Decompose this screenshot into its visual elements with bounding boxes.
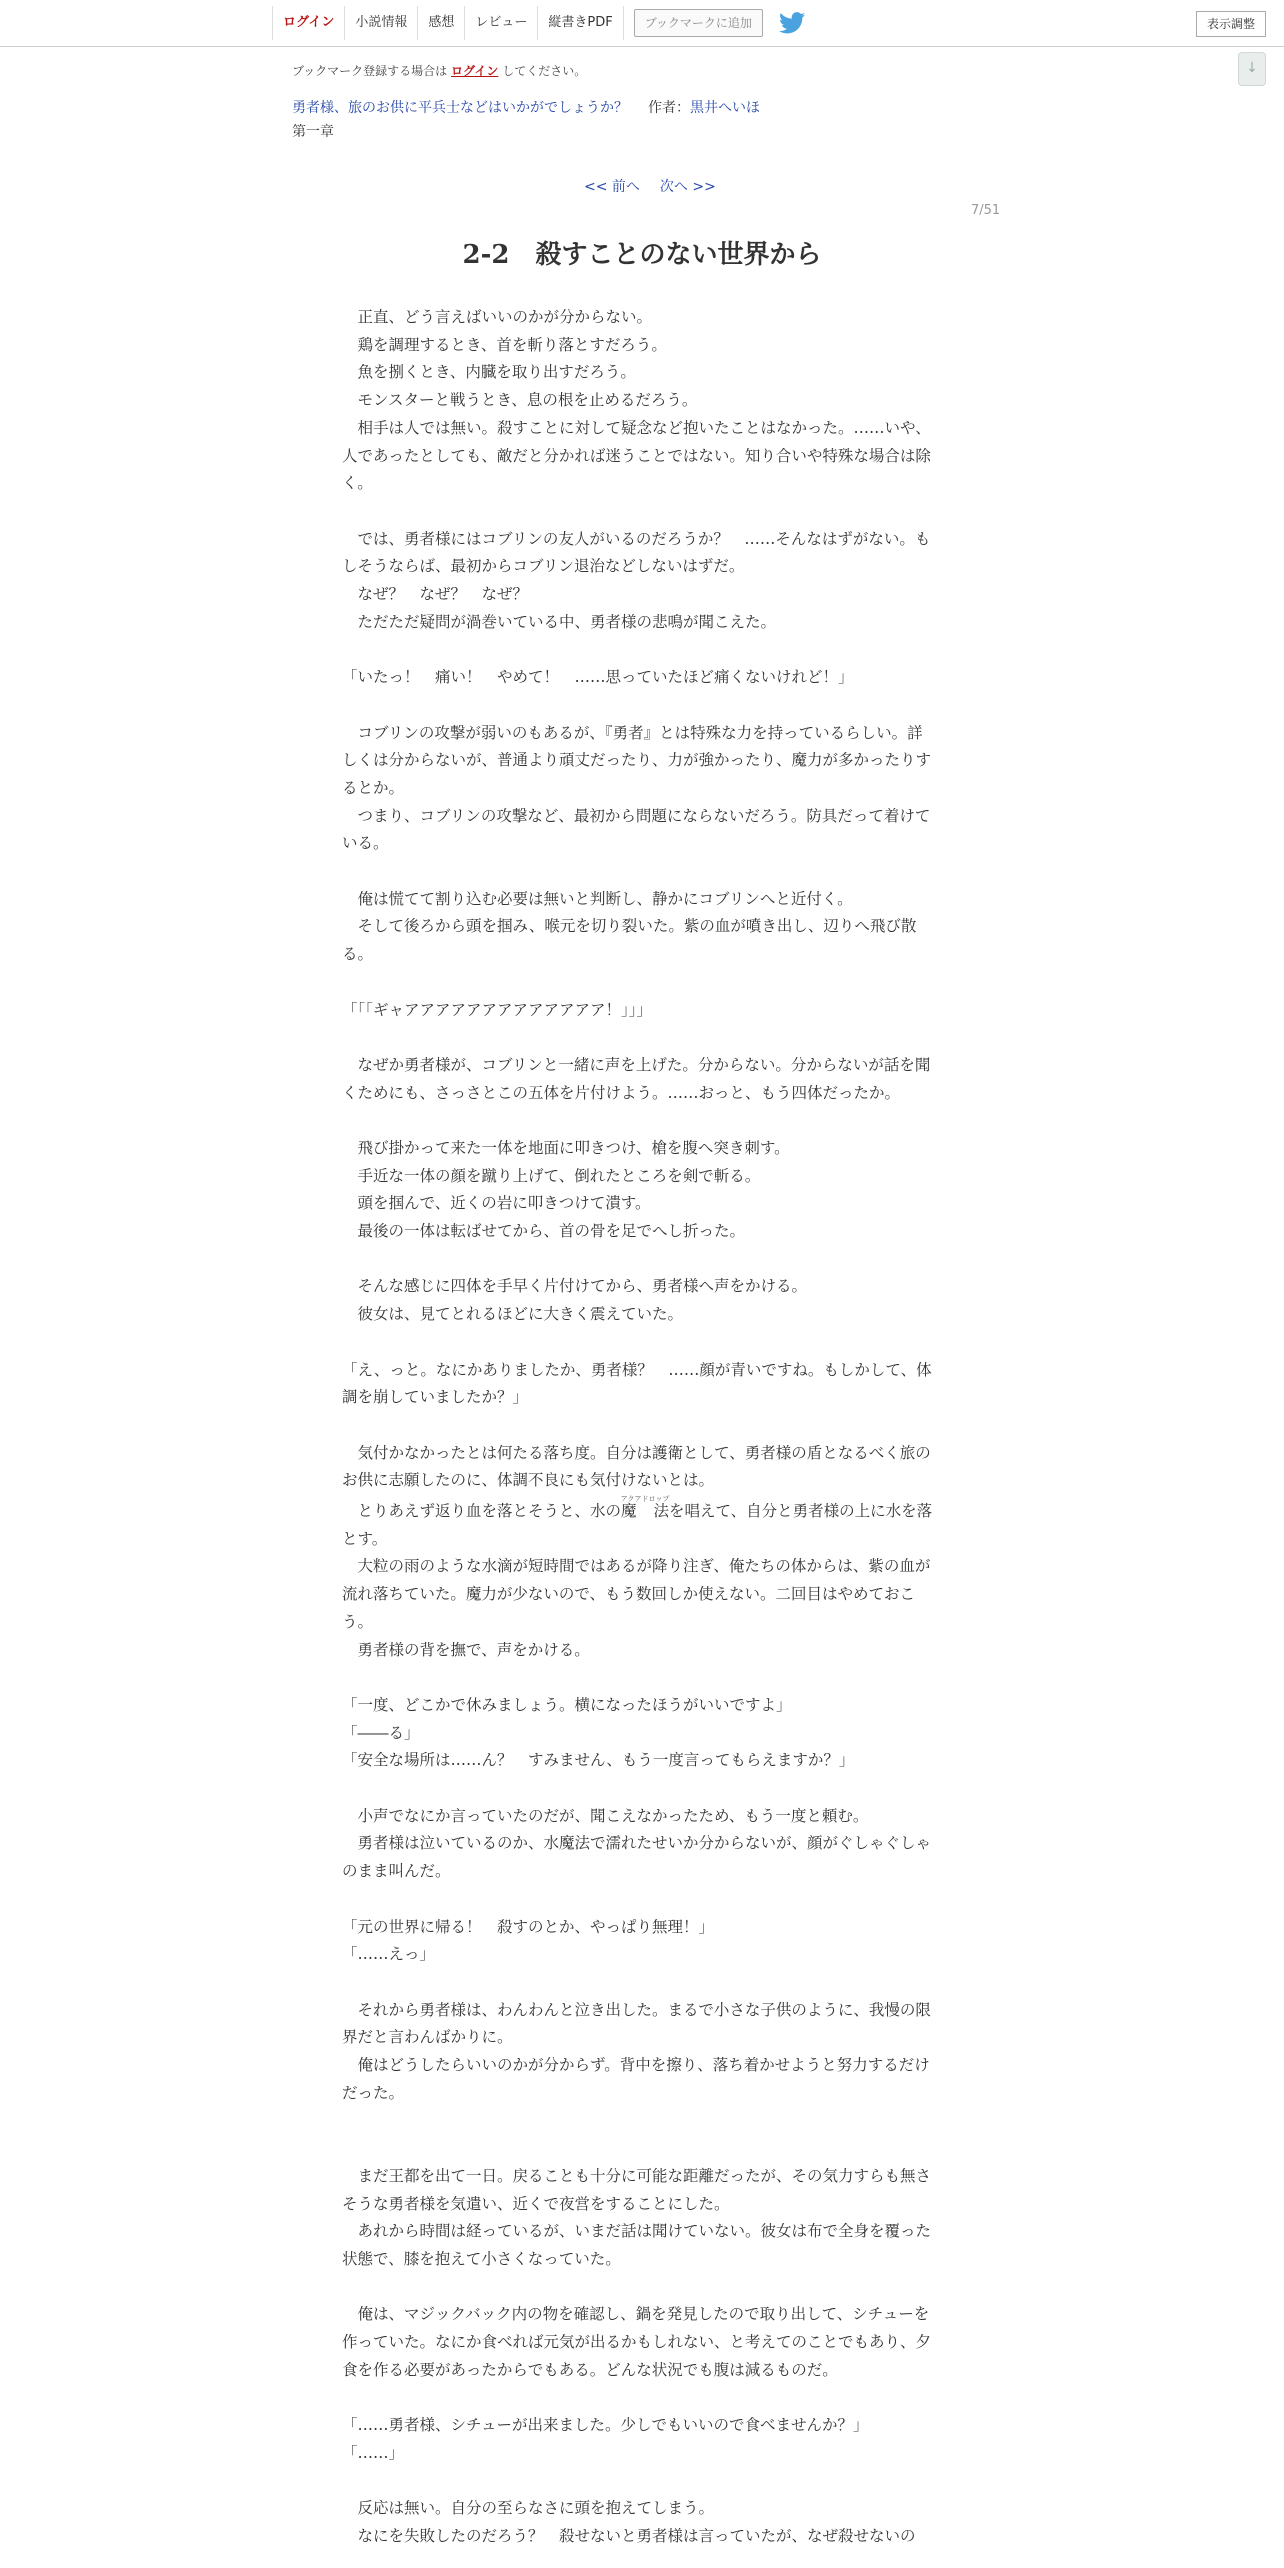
prev-link[interactable]: << 前へ xyxy=(584,179,640,195)
login-notice xyxy=(292,62,586,79)
body-paragraph: あれから時間は経っているが、いまだ話は聞けていない。彼女は布で全身を覆った状態で、膝を抱えて小さくなっていた。 xyxy=(342,2222,932,2268)
blank-line xyxy=(342,2384,936,2412)
main-nav xyxy=(272,6,805,40)
body-paragraph: 「一度、どこかで休みましょう。横になったほうがいいですよ」 xyxy=(342,1695,792,1714)
novel-body xyxy=(342,304,936,2551)
body-paragraph: 俺は、マジックバック内の物を確認し、鍋を発見したので取り出して、シチューを作っていた。なにか食べれば元気が出るかもしれない、と考えてのことでもあり、夕食を作る必要があったからでもある。どんな状況でも腹は減るものだ。 xyxy=(342,2305,932,2379)
blank-line xyxy=(342,2107,936,2135)
work-info xyxy=(292,97,760,117)
chapter-title: 第一章 xyxy=(292,124,334,140)
body-paragraph: 頭を掴んで、近くの岩に叩きつけて潰す。 xyxy=(342,1194,651,1213)
blank-line xyxy=(342,1886,936,1914)
blank-line xyxy=(342,498,936,526)
blank-line xyxy=(342,2468,936,2496)
body-paragraph: 「元の世界に帰る！ 殺すのとか、やっぱり無理！」 xyxy=(342,1917,715,1936)
next-link[interactable]: 次へ >> xyxy=(659,179,716,195)
body-paragraph: 勇者様の背を撫で、声をかける。 xyxy=(342,1640,590,1659)
nav-impressions[interactable]: 感想 xyxy=(418,6,465,40)
body-paragraph: 俺はどうしたらいいのかが分からず。背中を擦り、落ち着かせようと努力するだけだった。 xyxy=(342,2056,930,2102)
blank-line xyxy=(342,1107,936,1135)
body-paragraph: 気付かなかったとは何たる落ち度。自分は護衛として、勇者様の盾となるべく旅のお供に志願したのに、体調不良にも気付けないとは。 xyxy=(342,1443,931,1490)
blank-line xyxy=(342,858,936,886)
body-paragraph: 「え、っと。なにかありましたか、勇者様？ ……顔が青いですね。もしかして、体調を崩していましたか？」 xyxy=(342,1360,932,1407)
add-bookmark-button[interactable]: ブックマークに追加 xyxy=(634,9,763,37)
blank-line xyxy=(342,2135,936,2163)
nav-novel-info[interactable]: 小説情報 xyxy=(345,6,418,40)
body-paragraph: つまり、コブリンの攻撃など、最初から問題にならないだろう。防具だって着けている。 xyxy=(342,806,931,853)
scroll-down-button[interactable]: ↓ xyxy=(1238,52,1266,86)
author-link[interactable]: 黒井へいほ xyxy=(690,100,760,116)
episode-title: 2-2 殺すことのない世界から xyxy=(462,240,822,270)
top-bar xyxy=(0,0,1284,47)
display-settings-button[interactable]: 表示調整 xyxy=(1196,11,1266,37)
body-paragraph: そんな感じに四体を手早く片付けてから、勇者様へ声をかける。 xyxy=(342,1277,808,1296)
body-paragraph: 相手は人では無い。殺すことに対して疑念など抱いたことはなかった。……いや、人であったとしても、敵だと分かれば迷うことではない。知り合いや特殊な場合は除く。 xyxy=(342,418,931,493)
ruby-line-after: を唱えて、自分と勇者様の上に水を落とす。 xyxy=(342,1502,933,1548)
body-paragraph: まだ王都を出て一日。戻ることも十分に可能な距離だったが、その気力すらも無さそうな勇者様を気遣い、近くで夜営をすることにした。 xyxy=(342,2166,932,2213)
body-paragraph: 「――る」 xyxy=(342,1723,420,1742)
body-paragraph: 魚を捌くとき、内臓を取り出すだろう。 xyxy=(342,363,636,382)
author-label: 作者： xyxy=(648,100,690,116)
body-paragraph: 手近な一体の顔を蹴り上げて、倒れたところを剣で斬る。 xyxy=(342,1166,761,1185)
body-paragraph: 「……」 xyxy=(342,2443,405,2462)
body-paragraph: それから勇者様は、わんわんと泣き出した。まるで小さな子供のように、我慢の限界だと言わんばかりに。 xyxy=(342,2000,931,2047)
blank-line xyxy=(342,1412,936,1440)
nav-login[interactable]: ログイン xyxy=(272,6,345,40)
login-notice-text-before: ブックマーク登録する場合は xyxy=(292,64,448,78)
blank-line xyxy=(342,1329,936,1357)
blank-line xyxy=(342,1969,936,1997)
twitter-bird-icon[interactable] xyxy=(779,12,805,34)
work-title-link[interactable]: 勇者様、旅のお供に平兵士などはいかがでしょうか？ xyxy=(292,100,628,116)
body-paragraph: 反応は無い。自分の至らなさに頭を抱えてしまう。 xyxy=(342,2499,715,2518)
body-paragraph: 最後の一体は転ばせてから、首の骨を足でへし折った。 xyxy=(342,1222,746,1241)
body-paragraph: 俺は慌てて割り込む必要は無いと判断し、静かにコブリンへと近付く。 xyxy=(342,889,853,908)
body-paragraph: ただただ疑問が渦巻いている中、勇者様の悲鳴が聞こえた。 xyxy=(342,612,777,631)
blank-line xyxy=(342,1246,936,1274)
login-notice-text-after: してください。 xyxy=(502,64,587,78)
body-paragraph: なぜ？ なぜ？ なぜ？ xyxy=(342,585,529,604)
body-paragraph: 「「「ギャアアアアアアアアアアアアア！」」」 xyxy=(342,1000,653,1019)
blank-line xyxy=(342,1775,936,1803)
body-paragraph: 「いたっ！ 痛い！ やめて！ ……思っていたほど痛くないけれど！」 xyxy=(342,668,854,687)
body-paragraph: では、勇者様にはコブリンの友人がいるのだろうか？ ……そんなはずがない。もしそうならば、最初からコブリン退治などしないはずだ。 xyxy=(342,529,931,576)
blank-line xyxy=(342,1024,936,1052)
body-paragraph: モンスターと戦うとき、息の根を止めるだろう。 xyxy=(342,391,698,410)
login-link[interactable]: ログイン xyxy=(451,64,499,78)
blank-line xyxy=(342,692,936,720)
body-paragraph: 「……勇者様、シチューが出来ました。少しでもいいので食べませんか？」 xyxy=(342,2416,869,2435)
body-paragraph-ruby xyxy=(342,1495,936,1553)
blank-line xyxy=(342,1664,936,1692)
ruby-reading: アクアドロップ xyxy=(620,1495,670,1504)
body-paragraph: 大粒の雨のような水滴が短時間ではあるが降り注ぎ、俺たちの体からは、紫の血が流れ落ちていた。魔力が少ないので、もう数回しか使えない。二回目はやめておこう。 xyxy=(342,1557,931,1631)
body-paragraph: 勇者様は泣いているのか、水魔法で濡れたせいか分からないが、顔がぐしゃぐしゃのまま叫んだ。 xyxy=(342,1834,932,1881)
body-paragraph: 小声でなにか言っていたのだが、聞こえなかったため、もう一度と頼む。 xyxy=(342,1806,869,1825)
body-paragraph: そして後ろから頭を掴み、喉元を切り裂いた。紫の血が噴き出し、辺りへ飛び散る。 xyxy=(342,917,917,964)
body-paragraph: なにを失敗したのだろう？ 殺せないと勇者様は言っていたが、なぜ殺せないの xyxy=(342,2526,916,2545)
episode-pager xyxy=(584,176,716,196)
body-paragraph: 正直、どう言えばいいのかが分からない。 xyxy=(342,308,653,326)
body-paragraph: 「……えっ」 xyxy=(342,1945,436,1964)
body-paragraph: 「安全な場所は……ん？ すみません、もう一度言ってもらえますか？」 xyxy=(342,1751,855,1770)
body-paragraph: 飛び掛かって来た一体を地面に叩きつけ、槍を腹へ突き刺す。 xyxy=(342,1138,790,1157)
nav-review[interactable]: レビュー xyxy=(465,6,538,40)
blank-line xyxy=(342,2274,936,2302)
body-paragraph: なぜか勇者様が、コブリンと一緒に声を上げた。分からない。分からないが話を聞くためにも、さっさとこの五体を片付けよう。……おっと、もう四体だったか。 xyxy=(342,1055,931,1102)
ruby-word: 魔 法アクアドロップ xyxy=(620,1495,670,1521)
blank-line xyxy=(342,969,936,997)
body-paragraph: 彼女は、見てとれるほどに大きく震えていた。 xyxy=(342,1305,684,1324)
page-count: 7/51 xyxy=(971,203,1001,218)
body-paragraph: 鶏を調理するとき、首を斬り落とすだろう。 xyxy=(342,335,667,354)
blank-line xyxy=(342,636,936,664)
body-paragraph: コブリンの攻撃が弱いのもあるが、『勇者』とは特殊な力を持っているらしい。詳しくは分からないが、普通より頑丈だったり、力が強かったり、魔力が多かったりするとか。 xyxy=(342,723,932,797)
ruby-line-before: とりあえず返り血を落とそうと、水の xyxy=(342,1502,622,1521)
nav-vertical-pdf[interactable]: 縦書きPDF xyxy=(538,6,623,40)
